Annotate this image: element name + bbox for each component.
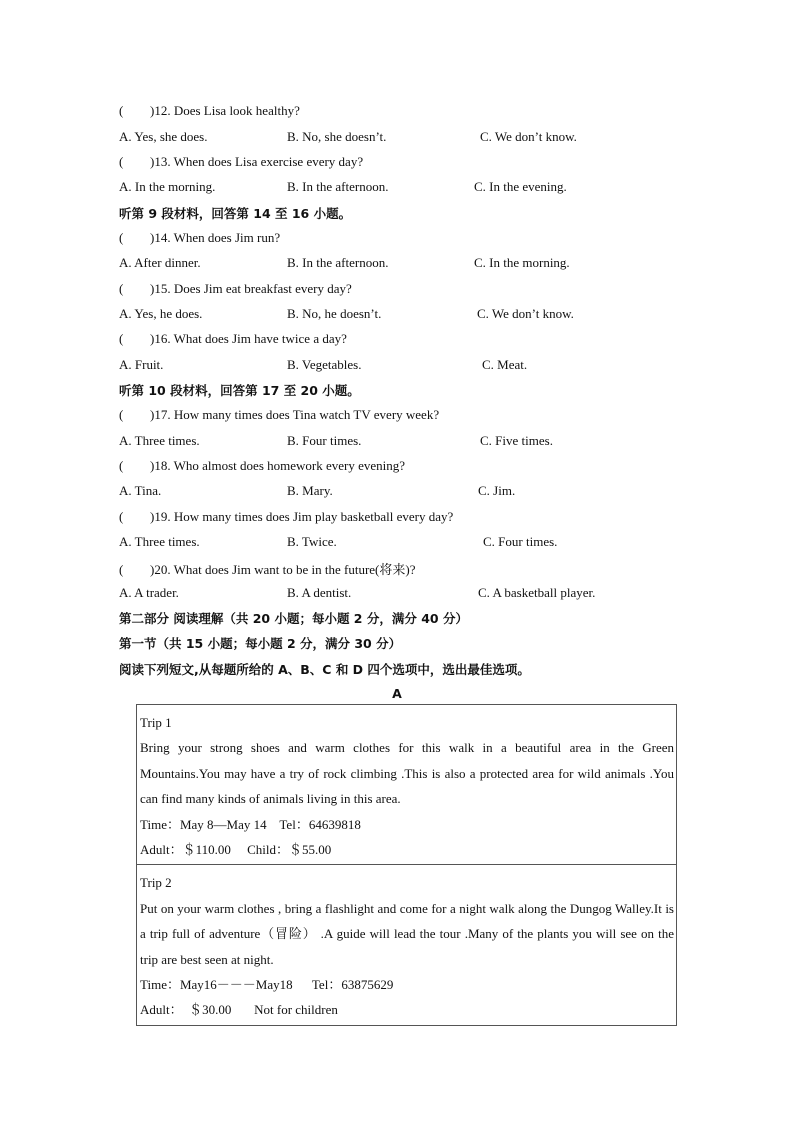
question-12: ( )12. Does Lisa look healthy?: [119, 103, 300, 118]
option-b[interactable]: B. In the afternoon.: [287, 255, 389, 270]
question-13: ( )13. When does Lisa exercise every day?: [119, 154, 364, 169]
option-a[interactable]: A. A trader.: [119, 585, 179, 600]
answer-blank[interactable]: (: [119, 103, 124, 118]
option-c[interactable]: C. Meat.: [482, 357, 528, 372]
answer-blank[interactable]: (: [119, 458, 124, 473]
answer-blank[interactable]: (: [119, 154, 124, 169]
option-c[interactable]: C. A basketball player.: [478, 585, 596, 600]
option-c[interactable]: C. Four times.: [483, 534, 558, 549]
trip-2-cell: [137, 864, 676, 1024]
question-17: ( )17. How many times does Tina watch TV every week?: [119, 407, 440, 422]
section-1-heading: 第一节（共 15 小题；每小题 2 分，满分 30 分）: [119, 636, 402, 651]
answer-blank[interactable]: (: [119, 281, 124, 296]
option-b[interactable]: B. In the afternoon.: [287, 179, 389, 194]
option-b[interactable]: B. No, she doesn’t.: [287, 129, 387, 144]
option-b[interactable]: B. A dentist.: [287, 585, 352, 600]
option-b[interactable]: B. Vegetables.: [287, 357, 362, 372]
option-c[interactable]: C. In the morning.: [474, 255, 570, 270]
answer-blank[interactable]: (: [119, 230, 124, 245]
option-a[interactable]: A. Yes, she does.: [119, 129, 208, 144]
trip-title: Trip 1: [140, 715, 172, 730]
option-c[interactable]: C. Jim.: [478, 483, 516, 498]
option-a[interactable]: A. Three times.: [119, 433, 200, 448]
option-b[interactable]: B. Twice.: [287, 534, 337, 549]
question-text: How many times does Tina watch TV every week?: [173, 407, 440, 422]
option-a[interactable]: A. After dinner.: [119, 255, 201, 270]
option-c[interactable]: C. Five times.: [480, 433, 553, 448]
option-b[interactable]: B. Mary.: [287, 483, 333, 498]
question-text: What does Jim want to be in the future(将来)?: [173, 562, 416, 577]
question-text: Does Jim eat breakfast every day?: [173, 281, 352, 296]
question-text: When does Jim run?: [173, 230, 281, 245]
trip-price: Adult：＄110.00 Child：＄55.00: [140, 842, 332, 858]
option-a[interactable]: A. Three times.: [119, 534, 200, 549]
option-a[interactable]: A. Fruit.: [119, 357, 164, 372]
question-text: When does Lisa exercise every day?: [173, 154, 364, 169]
part-2-heading: 第二部分 阅读理解（共 20 小题；每小题 2 分，满分 40 分）: [119, 611, 468, 626]
question-text: What does Jim have twice a day?: [173, 331, 347, 346]
option-b[interactable]: B. Four times.: [287, 433, 362, 448]
answer-blank[interactable]: (: [119, 407, 124, 422]
question-18: ( )18. Who almost does homework every evening?: [119, 458, 406, 473]
trip-description: Bring your strong shoes and warm clothes for this walk in a beautiful area in the Green Mountains.You may have a try of rock climbing .This is also a protected area for wild animals .You can find many kinds of animals living in this area.: [140, 740, 674, 807]
trip-description: Put on your warm clothes , bring a flashlight and come for a night walk along the Dungog Walley.It is a trip full of adventure（冒险） .A guide will lead the tour .Many of the plants you will see on the trip are best seen at night.: [140, 900, 674, 967]
option-a[interactable]: A. In the morning.: [119, 179, 216, 194]
trip-1-cell: [137, 705, 676, 864]
option-c[interactable]: C. We don’t know.: [477, 306, 574, 321]
option-c[interactable]: C. We don’t know.: [480, 129, 577, 144]
trip-title: Trip 2: [140, 875, 172, 891]
question-text: How many times does Jim play basketball every day?: [173, 509, 454, 524]
trip-price: Adult： ＄30.00 Not for children: [140, 1002, 338, 1018]
question-14: ( )14. When does Jim run?: [119, 230, 281, 245]
trip-time-tel: Time：May 8—May 14 Tel：64639818: [140, 816, 361, 832]
question-20: ( )20. What does Jim want to be in the future(将来)?: [119, 562, 416, 577]
option-a[interactable]: A. Tina.: [119, 483, 162, 498]
reading-instruction: 阅读下列短文,从每题所给的 A、B、C 和 D 四个选项中，选出最佳选项。: [119, 662, 530, 677]
option-a[interactable]: A. Yes, he does.: [119, 306, 203, 321]
answer-blank[interactable]: (: [119, 562, 124, 577]
answer-blank[interactable]: (: [119, 509, 124, 524]
question-text: Does Lisa look healthy?: [173, 103, 300, 118]
question-16: ( )16. What does Jim have twice a day?: [119, 331, 347, 346]
option-b[interactable]: B. No, he doesn’t.: [287, 306, 382, 321]
trips-table: [136, 704, 677, 1026]
passage-label: A: [392, 686, 402, 701]
trip-time-tel: Time：May16－－－May18 Tel：63875629: [140, 977, 394, 993]
material-9-heading: 听第 9 段材料，回答第 14 至 16 小题。: [119, 206, 352, 221]
answer-blank[interactable]: (: [119, 331, 124, 346]
question-19: ( )19. How many times does Jim play basketball every day?: [119, 509, 454, 524]
question-text: Who almost does homework every evening?: [173, 458, 406, 473]
question-15: ( )15. Does Jim eat breakfast every day?: [119, 281, 352, 296]
material-10-heading: 听第 10 段材料，回答第 17 至 20 小题。: [119, 383, 360, 398]
option-c[interactable]: C. In the evening.: [474, 179, 567, 194]
